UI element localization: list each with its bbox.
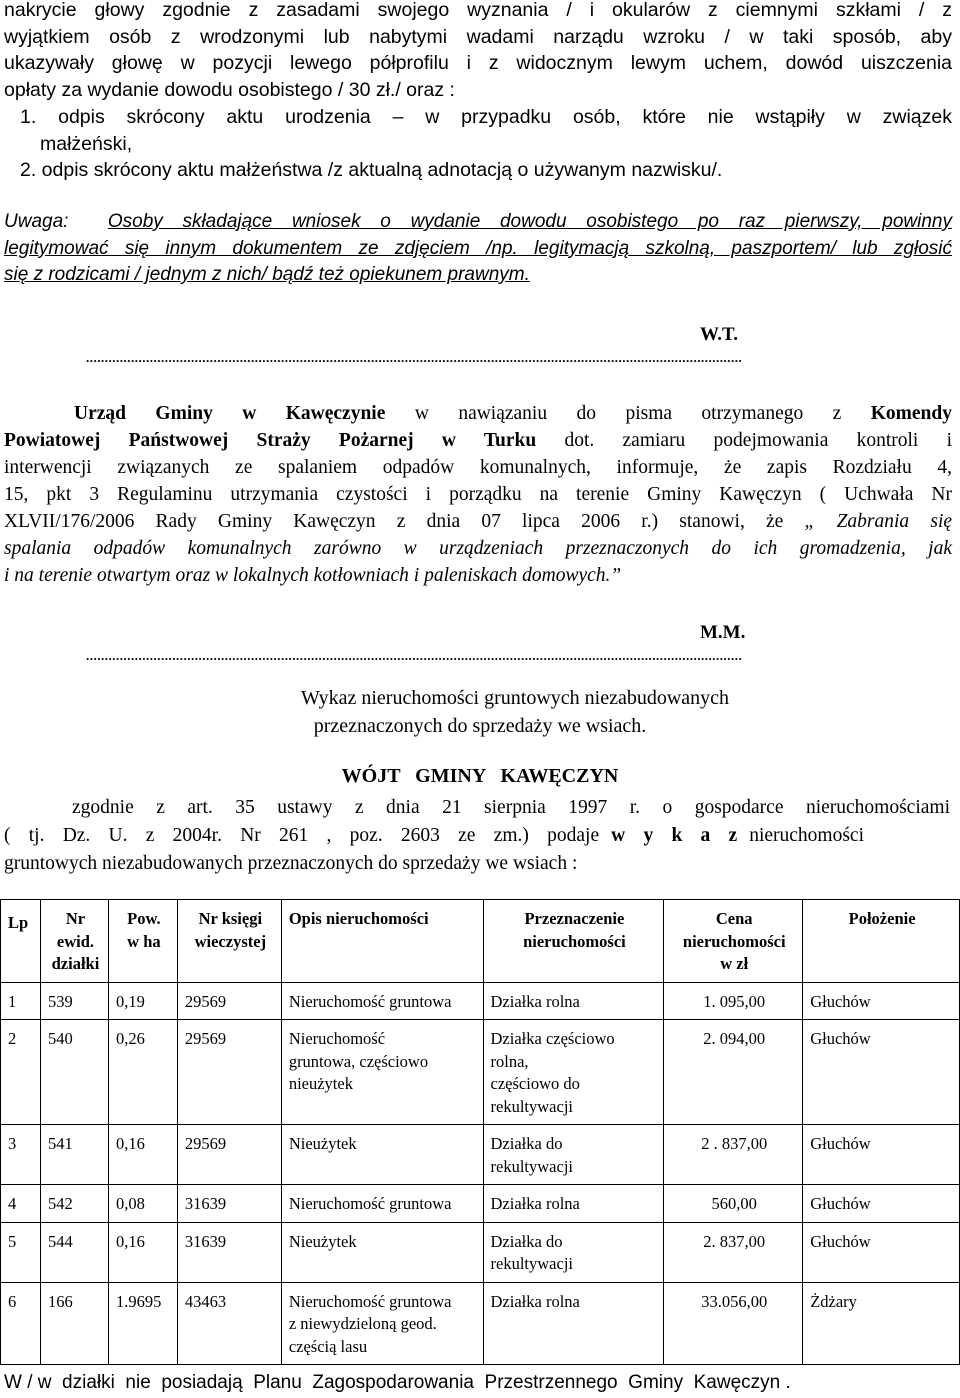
cell-polozenie: Żdżary	[803, 1282, 960, 1365]
cell-polozenie: Głuchów	[803, 1020, 960, 1125]
notice-text-5: XLVII/176/2006 Rady Gminy Kawęczyn z dnia 07 lipca 2006 r.) stanowi, że	[4, 511, 784, 532]
cell-opis: Nieruchomość gruntowa	[281, 1185, 483, 1223]
header-polozenie: Położenie	[803, 900, 960, 983]
uwaga-label: Uwaga:	[4, 211, 69, 232]
intro-line-1: nakrycie głowy zgodnie z zasadami swojego wyznania / i okularów z ciemnymi szkłami / z	[4, 0, 952, 21]
cell-opis: Nieruchomość gruntowa z niewydzieloną geod. częścią lasu	[281, 1282, 483, 1365]
list-item-1: 1. odpis skrócony aktu urodzenia – w przypadku osób, które nie wstąpiły w związek	[20, 106, 952, 128]
notice-office-name: Urząd Gminy w Kawęczynie	[74, 403, 386, 424]
wykaz-word: w y k a z	[611, 825, 738, 846]
cell-cena: 2 . 837,00	[664, 1125, 803, 1185]
wykaz-line-2	[4, 822, 864, 850]
table-row	[1, 1222, 960, 1282]
cell-przeznaczenie: Działka rolna	[483, 1282, 664, 1365]
header-przeznaczenie: Przeznaczenie nieruchomości	[483, 900, 664, 983]
cell-przeznaczenie: Działka rolna	[483, 982, 664, 1020]
notice-line-3: interwencji związanych ze spalaniem odpadów komunalnych, informuje, że zapis Rozdziału 4,	[4, 457, 952, 478]
cell-nr-ewid: 540	[40, 1020, 108, 1125]
cell-nr-ksiegi: 31639	[177, 1185, 281, 1223]
header-pow: Pow. w ha	[108, 900, 177, 983]
table-body	[1, 982, 960, 1365]
cell-lp: 2	[1, 1020, 41, 1125]
cell-opis: Nieużytek	[281, 1125, 483, 1185]
dotted-separator-2: ...............................................................................................................................................................................	[86, 648, 743, 663]
cell-nr-ksiegi: 43463	[177, 1282, 281, 1365]
required-documents-list	[20, 104, 952, 184]
cell-polozenie: Głuchów	[803, 1185, 960, 1223]
cell-pow: 0,19	[108, 982, 177, 1020]
wykaz-title-line-1: Wykaz nieruchomości gruntowych niezabudowanych	[300, 687, 730, 709]
header-opis: Opis nieruchomości	[281, 900, 483, 983]
dotted-separator-1: ...............................................................................................................................................................................	[86, 350, 743, 365]
cell-cena: 1. 095,00	[664, 982, 803, 1020]
cell-lp: 3	[1, 1125, 41, 1185]
footer-note: W / w działki nie posiadają Planu Zagospodarowania Przestrzennego Gminy Kawęczyn .	[4, 1372, 791, 1393]
cell-pow: 0,16	[108, 1125, 177, 1185]
cell-lp: 1	[1, 982, 41, 1020]
wojt-heading: WÓJT GMINY KAWĘCZYN	[341, 765, 619, 787]
cell-przeznaczenie: Działka częściowo rolna, częściowo do rekultywacji	[483, 1020, 664, 1125]
cell-nr-ewid: 539	[40, 982, 108, 1020]
notice-line-2	[4, 427, 952, 454]
cell-przeznaczenie: Działka rolna	[483, 1185, 664, 1223]
cell-nr-ksiegi: 29569	[177, 1020, 281, 1125]
uwaga-line-3: się z rodzicami / jednym z nich/ bądź też opiekunem prawnym.	[4, 264, 530, 285]
cell-cena: 560,00	[664, 1185, 803, 1223]
cell-opis: Nieruchomość gruntowa, częściowo nieużytek	[281, 1020, 483, 1125]
notice-line-5	[4, 508, 952, 535]
notice-quote-start: „ Zabrania się	[804, 511, 953, 532]
uwaga-line-1	[4, 209, 952, 236]
header-nr-ewid: Nr ewid. działki	[40, 900, 108, 983]
cell-opis: Nieużytek	[281, 1222, 483, 1282]
notice-line-7: i na terenie otwartym oraz w lokalnych kotłowniach i paleniskach domowych.”	[4, 565, 622, 586]
table-row	[1, 1185, 960, 1223]
wykaz-intro	[4, 794, 950, 878]
cell-nr-ksiegi: 31639	[177, 1222, 281, 1282]
notice-text-2: dot. zamiaru podejmowania kontroli i	[564, 430, 952, 451]
notice-line-1	[4, 400, 952, 427]
cell-polozenie: Głuchów	[803, 1222, 960, 1282]
cell-nr-ewid: 166	[40, 1282, 108, 1365]
cell-opis: Nieruchomość gruntowa	[281, 982, 483, 1020]
cell-nr-ksiegi: 29569	[177, 982, 281, 1020]
cell-nr-ewid: 541	[40, 1125, 108, 1185]
notice-bold-komendy: Komendy	[870, 403, 952, 424]
uwaga-line-2: legitymować się innym dokumentem ze zdjęciem /np. legitymacją szkolną, paszportem/ lub zgłosić	[4, 237, 952, 259]
list-item-1-cont: małżeński,	[40, 132, 133, 155]
wykaz-title-line-2: przeznaczonych do sprzedaży we wsiach.	[313, 715, 647, 737]
notice-line-4: 15, pkt 3 Regulaminu utrzymania czystości i porządku na terenie Gminy Kawęczyn ( Uchwała Nr	[4, 484, 952, 505]
cell-pow: 1.9695	[108, 1282, 177, 1365]
wykaz-line-1: zgodnie z art. 35 ustawy z dnia 21 sierpnia 1997 r. o gospodarce nieruchomościami	[72, 797, 950, 818]
notice-paragraph	[4, 400, 952, 589]
table-row	[1, 1282, 960, 1365]
intro-line-2: wyjątkiem osób z wrodzonymi lub nabytymi wadami narządu wzroku / w taki sposób, aby	[4, 25, 952, 48]
cell-polozenie: Głuchów	[803, 982, 960, 1020]
notice-line-6: spalania odpadów komunalnych zarówno w urządzeniach przeznaczonych do ich gromadzenia, jak	[4, 538, 952, 559]
table-row	[1, 1020, 960, 1125]
uwaga-text-1: Osoby składające wniosek o wydanie dowodu osobistego po raz pierwszy, powinny	[107, 211, 952, 232]
cell-cena: 33.056,00	[664, 1282, 803, 1365]
notice-text-1: w nawiązaniu do pisma otrzymanego z	[414, 403, 842, 424]
cell-nr-ksiegi: 29569	[177, 1125, 281, 1185]
cell-cena: 2. 837,00	[664, 1222, 803, 1282]
header-cena: Cena nieruchomości w zł	[664, 900, 803, 983]
cell-przeznaczenie: Działka do rekultywacji	[483, 1222, 664, 1282]
wykaz-title	[0, 684, 960, 740]
header-nr-ksiegi: Nr księgi wieczystej	[177, 900, 281, 983]
cell-lp: 6	[1, 1282, 41, 1365]
cell-nr-ewid: 542	[40, 1185, 108, 1223]
cell-lp: 5	[1, 1222, 41, 1282]
cell-pow: 0,26	[108, 1020, 177, 1125]
cell-nr-ewid: 544	[40, 1222, 108, 1282]
intro-line-4: opłaty za wydanie dowodu osobistego / 30 zł./ oraz :	[4, 78, 455, 101]
cell-przeznaczenie: Działka do rekultywacji	[483, 1125, 664, 1185]
wykaz-line-3: gruntowych niezabudowanych przeznaczonych do sprzedaży we wsiach :	[4, 853, 578, 874]
table-row	[1, 982, 960, 1020]
intro-line-3: ukazywały głowę w pozycji lewego półprofilu i z widocznym lewym uchem, dowód uiszczenia	[4, 52, 952, 74]
intro-paragraph	[4, 0, 952, 103]
uwaga-note	[4, 209, 952, 289]
signature-initials-wt: W.T.	[700, 324, 739, 345]
table-row	[1, 1125, 960, 1185]
cell-lp: 4	[1, 1185, 41, 1223]
cell-polozenie: Głuchów	[803, 1125, 960, 1185]
signature-initials-mm: M.M.	[700, 622, 746, 643]
cell-pow: 0,16	[108, 1222, 177, 1282]
property-table	[0, 899, 960, 1365]
wykaz-line-2-text: ( tj. Dz. U. z 2004r. Nr 261 , poz. 2603 ze zm.) podaje	[4, 825, 600, 846]
cell-pow: 0,08	[108, 1185, 177, 1223]
table-header-row	[1, 900, 960, 983]
list-item-2: 2. odpis skrócony aktu małżeństwa /z aktualną adnotacją o używanym nazwisku/.	[20, 159, 723, 181]
cell-cena: 2. 094,00	[664, 1020, 803, 1125]
header-lp: Lp	[1, 900, 41, 983]
notice-fire-dept: Powiatowej Państwowej Straży Pożarnej w Turku	[4, 430, 537, 451]
wykaz-line-2-end: nieruchomości	[749, 825, 864, 846]
